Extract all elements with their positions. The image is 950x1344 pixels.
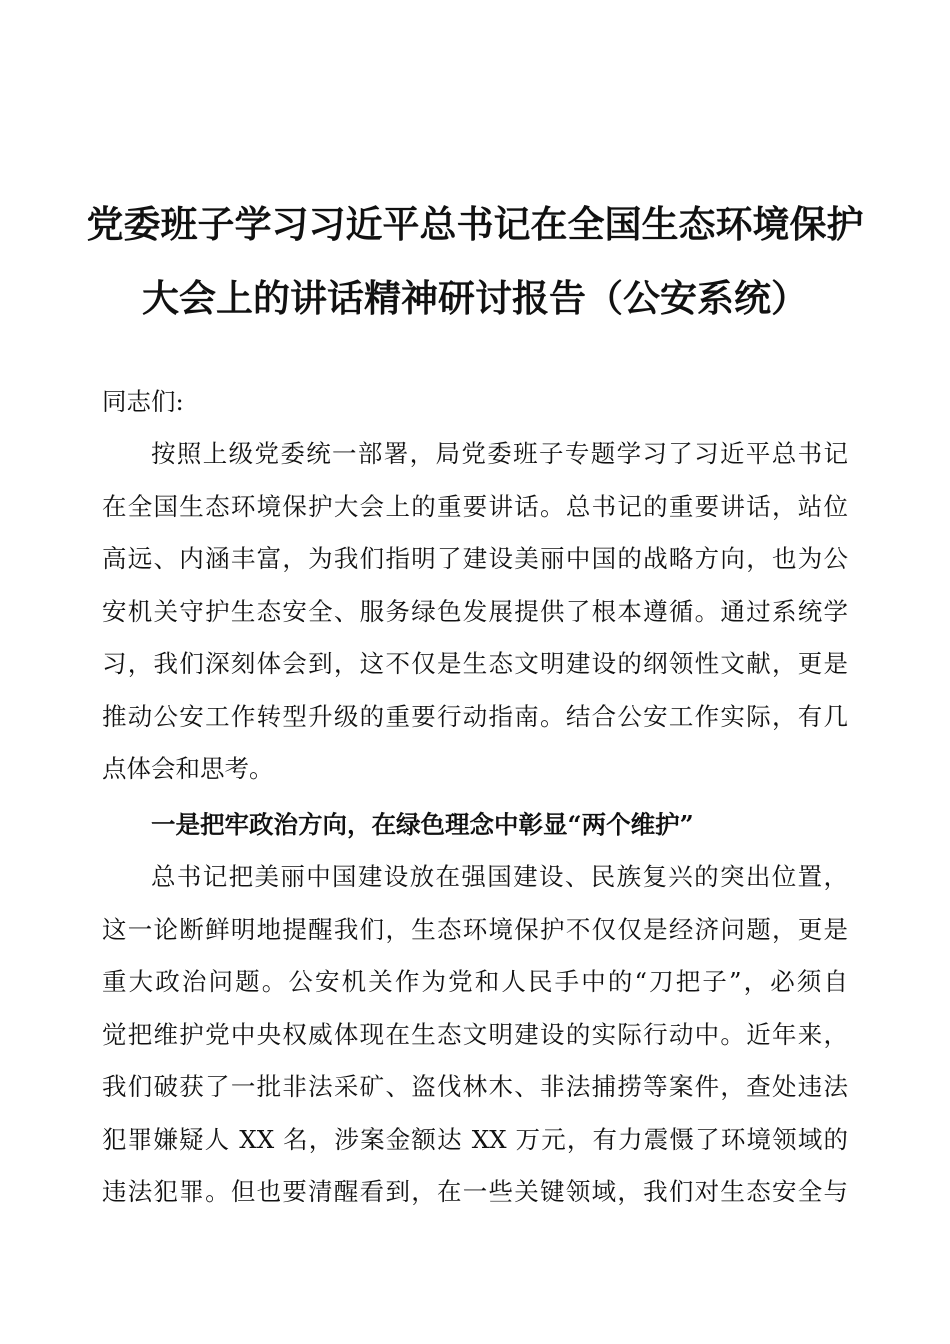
paragraph-1-line: 按照上级党委统一部署，局党委班子专题学习了习近平总书记 bbox=[151, 439, 848, 468]
document-title-line-2: 大会上的讲话精神研讨报告（公安系统） bbox=[142, 276, 808, 320]
document-title-line-1: 党委班子学习习近平总书记在全国生态环境保护 bbox=[86, 202, 864, 246]
paragraph-2-line: 觉把维护党中央权威体现在生态文明建设的实际行动中。近年来， bbox=[102, 1019, 848, 1049]
paragraph-2-line: 犯罪嫌疑人 XX 名，涉案金额达 XX 万元，有力震慑了环境领域的 bbox=[102, 1124, 848, 1154]
paragraph-1 bbox=[102, 428, 848, 796]
paragraph-1-line: 习，我们深刻体会到，这不仅是生态文明建设的纲领性文献，更是 bbox=[102, 649, 848, 678]
paragraph-1-line: 在全国生态环境保护大会上的重要讲话。总书记的重要讲话，站位 bbox=[102, 491, 848, 521]
paragraph-1-line: 推动公安工作转型升级的重要行动指南。结合公安工作实际，有几 bbox=[102, 701, 848, 731]
paragraph-2-line: 违法犯罪。但也要清醒看到，在一些关键领域，我们对生态安全与 bbox=[102, 1177, 848, 1206]
section-heading-1: 一是把牢政治方向，在绿色理念中彰显“两个维护” bbox=[151, 810, 694, 839]
paragraph-1-line: 点体会和思考。 bbox=[102, 754, 274, 783]
paragraph-1-line: 安机关守护生态安全、服务绿色发展提供了根本遵循。通过系统学 bbox=[102, 596, 848, 626]
greeting: 同志们: bbox=[102, 387, 184, 416]
paragraph-2-line: 我们破获了一批非法采矿、盗伐林木、非法捕捞等案件，查处违法 bbox=[102, 1072, 848, 1101]
paragraph-2 bbox=[102, 851, 848, 1219]
paragraph-1-line: 高远、内涵丰富，为我们指明了建设美丽中国的战略方向，也为公 bbox=[102, 544, 848, 573]
paragraph-2-line: 这一论断鲜明地提醒我们，生态环境保护不仅仅是经济问题，更是 bbox=[102, 914, 848, 944]
paragraph-2-line: 总书记把美丽中国建设放在强国建设、民族复兴的突出位置， bbox=[151, 862, 848, 891]
paragraph-2-line: 重大政治问题。公安机关作为党和人民手中的“刀把子”，必须自 bbox=[102, 967, 848, 996]
